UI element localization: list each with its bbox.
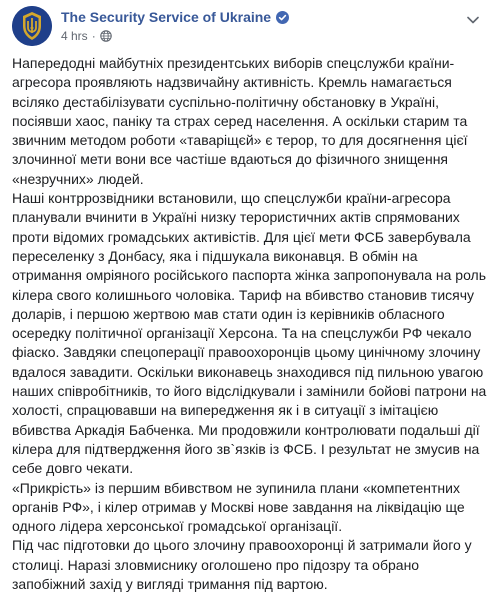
post-paragraph: «Прикрість» із першим вбивством не зупинила плани «компетентних органів РФ», і кілер отримав у Москві нове завдання на ліквідацію ще одного лідера херсонської громадської організації.	[12, 479, 465, 535]
post-meta	[61, 6, 289, 45]
ssu-emblem-icon	[12, 6, 52, 46]
globe-icon[interactable]	[100, 30, 112, 42]
author-row	[61, 7, 289, 27]
post-paragraph: Напередодні майбутніх президентських виборів спецслужби країни-агресора проявляють надзвичайну активність. Кремль намагається всіляко дестабілізувати суспільно-політичну обстановку в Україні, посіявши хаос, паніку та страх серед населення. А оскільки старим та звичним методом роботи «таваріщєй» є терор, то для досягнення цієї злочинної мети вони все частіше вдаються до фізичного знищення «незручних» людей.	[12, 55, 468, 187]
post-paragraph: Під час підготовки до цього злочину правоохоронці й затримали його у столиці. Наразі зловмиснику оголошено про підозру та обрано запобіжний захід у вигляді тримання під вартою.	[12, 537, 472, 593]
post-timestamp[interactable]: 4 hrs	[61, 29, 88, 43]
page-name-link[interactable]: The Security Service of Ukraine	[61, 9, 272, 25]
post-paragraph: Наші контррозвідники встановили, що спецслужби країни-агресора планували вчинити в Україні низку терористичних актів спрямованих проти відомих громадських активістів. Для цієї мети ФСБ завербувала переселенку з Донбасу, яка і підшукала виконавця. В обмін на отримання омріяного російського паспорта жінка запропонувала на роль кілера свого колишнього чоловіка. Тариф на вбивство становив тисячу доларів, і першою жертвою мав стати один із керівників обласного осередку політичної організації Херсона. Та на спецслужби РФ чекало фіаско. Завдяки спецоперації правоохоронців цьому цинічному злочину вдалося завадити. Оскільки виконавець знаходився під пильною увагою наших співробітників, то його відслідкували і замінили бойові патрони на холості, спрацювавши на випередження як і в ситуації з імітацією вбивства Аркадія Бабченка. Ми продовжили контролювати подальші дії кілера для підтвердження його зв`язків із ФСБ. І результат не змусив на себе довго чекати.	[12, 190, 487, 477]
meta-separator: ·	[91, 29, 96, 43]
page-avatar[interactable]	[12, 6, 52, 46]
post-subline	[61, 27, 289, 45]
post-body	[12, 54, 490, 594]
verified-badge-icon	[276, 11, 289, 24]
chevron-down-icon	[467, 11, 479, 29]
post-options-button[interactable]	[463, 10, 483, 30]
post-header	[12, 6, 289, 46]
